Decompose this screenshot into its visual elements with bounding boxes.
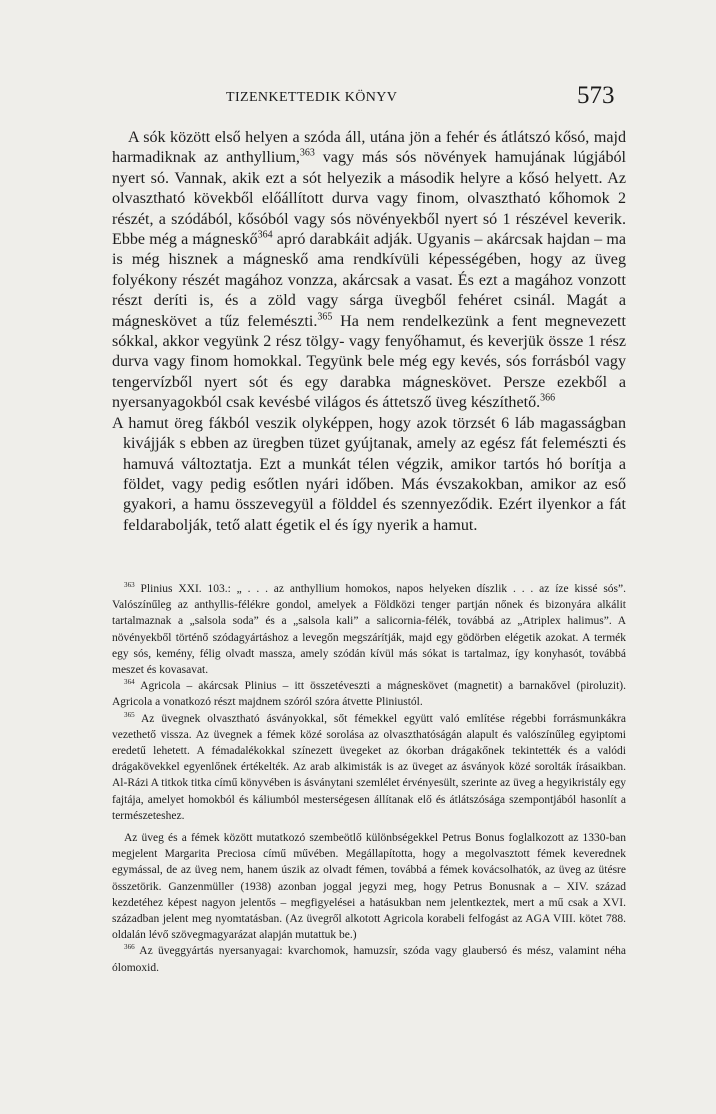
footnote-number: 363 [124, 581, 135, 590]
footnote-ref-364: 364 [257, 229, 273, 241]
footnote-364 [112, 678, 626, 710]
text-run: A sók között első helyen a szóda áll, utána jön a fehér és átlátszó kősó, majd harmadiknak az anthyllium, [112, 129, 626, 167]
running-head: TIZENKETTEDIK KÖNYV [226, 90, 398, 105]
footnote-365-continued: Az üveg és a fémek között mutatkozó szembeötlő különbségekkel Petrus Bonus foglalkozott az 1330-ban megjelent Margarita Preciosa című művében. Megállapította, hogy a megolvasztott fémek keverednek egymással, de az üveg nem, hanem úszik az olvadt fémen, továbbá a fémek kovácsolhatók, az üveg az ütésre összetörik. Ganzenmüller (1938) azonban joggal jegyzi meg, hogy Petrus Bonusnak a – XIV. század kezdetéhez képest nagyon jelentős – megfigyelései a hatásukban nem jelentkeztek, mert a mű csak a XVI. században jelent meg nyomtatásban. (Az üvegről alkotott Agricola korabeli felfogást az AGA VIII. kötet 788. oldalán lévő szövegmagyarázat alapján mutattuk be.) [112, 832, 626, 942]
paragraph-salts [112, 128, 626, 414]
footnote-number: 366 [124, 943, 135, 952]
footnote-text: Agricola – akárcsak Plinius – itt összetéveszti a mágneskövet (magnetit) a barnakővel (piroluzit). Agricola a vonatkozó részt majdnem szóról szóra átvette Pliniustól. [112, 680, 626, 709]
footnote-text: Plinius XXI. 103.: „ . . . az anthyllium homokos, napos helyeken díszlik . . . az íze kissé sós”. Valószínűleg az anthyllis-félékre gondol, amelyek a Földközi tenger partján nőnek és bizonyára alkálit tartalmaznak a „salsola soda” és a „salsola kali” a salicornia-félék, továbbá az „Atriplex halimus”. A növényekből történő szódagyártáshoz a levegőn megszárítják, majd egy gödörben elégetik azokat. A termék egy sós, kemény, félig olvadt massza, amely szódán kívül más sókat is tartalmaz, így konyhasót, továbbá meszet és kovasavat. [112, 583, 626, 677]
footnote-text: Az üvegnek olvasztható ásványokkal, sőt fémekkel együtt való említése régebbi forrásmunkákra vezethető vissza. Az üvegnek a fémek közé sorolása az olvaszthatóságán alapult és valószínűleg egyiptomi eredetű lehetett. A fémadalékokkal színezett üvegeket az ókorban drágakőnek tekintették és a valódi drágakövekkel egyenlőnek értékelték. Az arab alkimisták is az üveget az ásványok közé sorolták írásaikban. Al-Rázi A titkok titka című könyvében is ásványtani szemlélet érvényesült, szerinte az üveg a hegyikristály egy fajtája, amelyet homokból és káliumból mesterségesen állítanak elő és átlátszósága szempontjából hasonlít a természeteshez. [112, 712, 626, 822]
footnote-number: 365 [124, 710, 135, 719]
footnotes [112, 581, 626, 976]
text-run: Ha nem rendelkezünk a fent megnevezett sókkal, akkor vegyünk 2 rész tölgy- vagy fenyőhamut, és keverjük össze 1 rész durva vagy finom homokkal. Tegyünk bele még egy kevés, sós forrásból vagy tengervízből nyert sót és egy darabka mágneskövet. Persze ezekből a nyersanyagokból csak kevésbé világos és áttetsző üveg készíthető. [112, 312, 626, 412]
footnote-ref-363: 363 [299, 148, 315, 160]
footnote-number: 364 [124, 678, 135, 687]
footnote-ref-365: 365 [317, 311, 333, 323]
footnote-text: Az üveggyártás nyersanyagai: kvarchomok, hamuzsír, szóda vagy glaubersó és mész, valamint néha ólomoxid. [112, 945, 626, 974]
main-text [112, 128, 626, 536]
footnote-363 [112, 581, 626, 678]
page-number: 573 [577, 82, 615, 109]
page-header [0, 82, 716, 112]
footnote-ref-366: 366 [540, 392, 556, 404]
footnote-365 [112, 711, 626, 824]
footnote-366 [112, 943, 626, 975]
text-run: apró darabkáit adják. Ugyanis – akárcsak hajdan – ma is még hisznek a mágneskő ama rendkívüli képességében, hogy az üveg folyékony részét magához vonzza, akárcsak a vasat. És ezt a magához vonzott részt deríti is, és a zöld vagy sárga üvegből fehéret csinál. Magát a mágneskövet a tűz felemészti. [112, 231, 627, 330]
text-run: vagy más sós növények hamujának lúgjából nyert só. Vannak, akik ezt a sót helyezik a második helyre a kősó helyett. Az olvasztható kövekből előállított durva vagy finom, olvasztható kőhomok 2 részét, a szódából, kősóból vagy sós növényekből nyert só 1 részével keverik. Ebbe még a mágneskő [112, 149, 627, 249]
paragraph-ash: A hamut öreg fákból veszik olyképpen, hogy azok törzsét 6 láb magasságban kivájják s ebben az üregben tüzet gyújtanak, amely az egész fát felemészti és hamuvá változtatja. Ezt a munkát télen végzik, amikor tartós hó borítja a földet, vagy pedig esőtlen nyári időben. Más évszakokban, amikor az eső gyakori, a hamu összevegyül a földdel és szennyeződik. Ezért ilyenkor a fát feldarabolják, tető alatt égetik el és így nyerik a hamut. [112, 414, 626, 534]
